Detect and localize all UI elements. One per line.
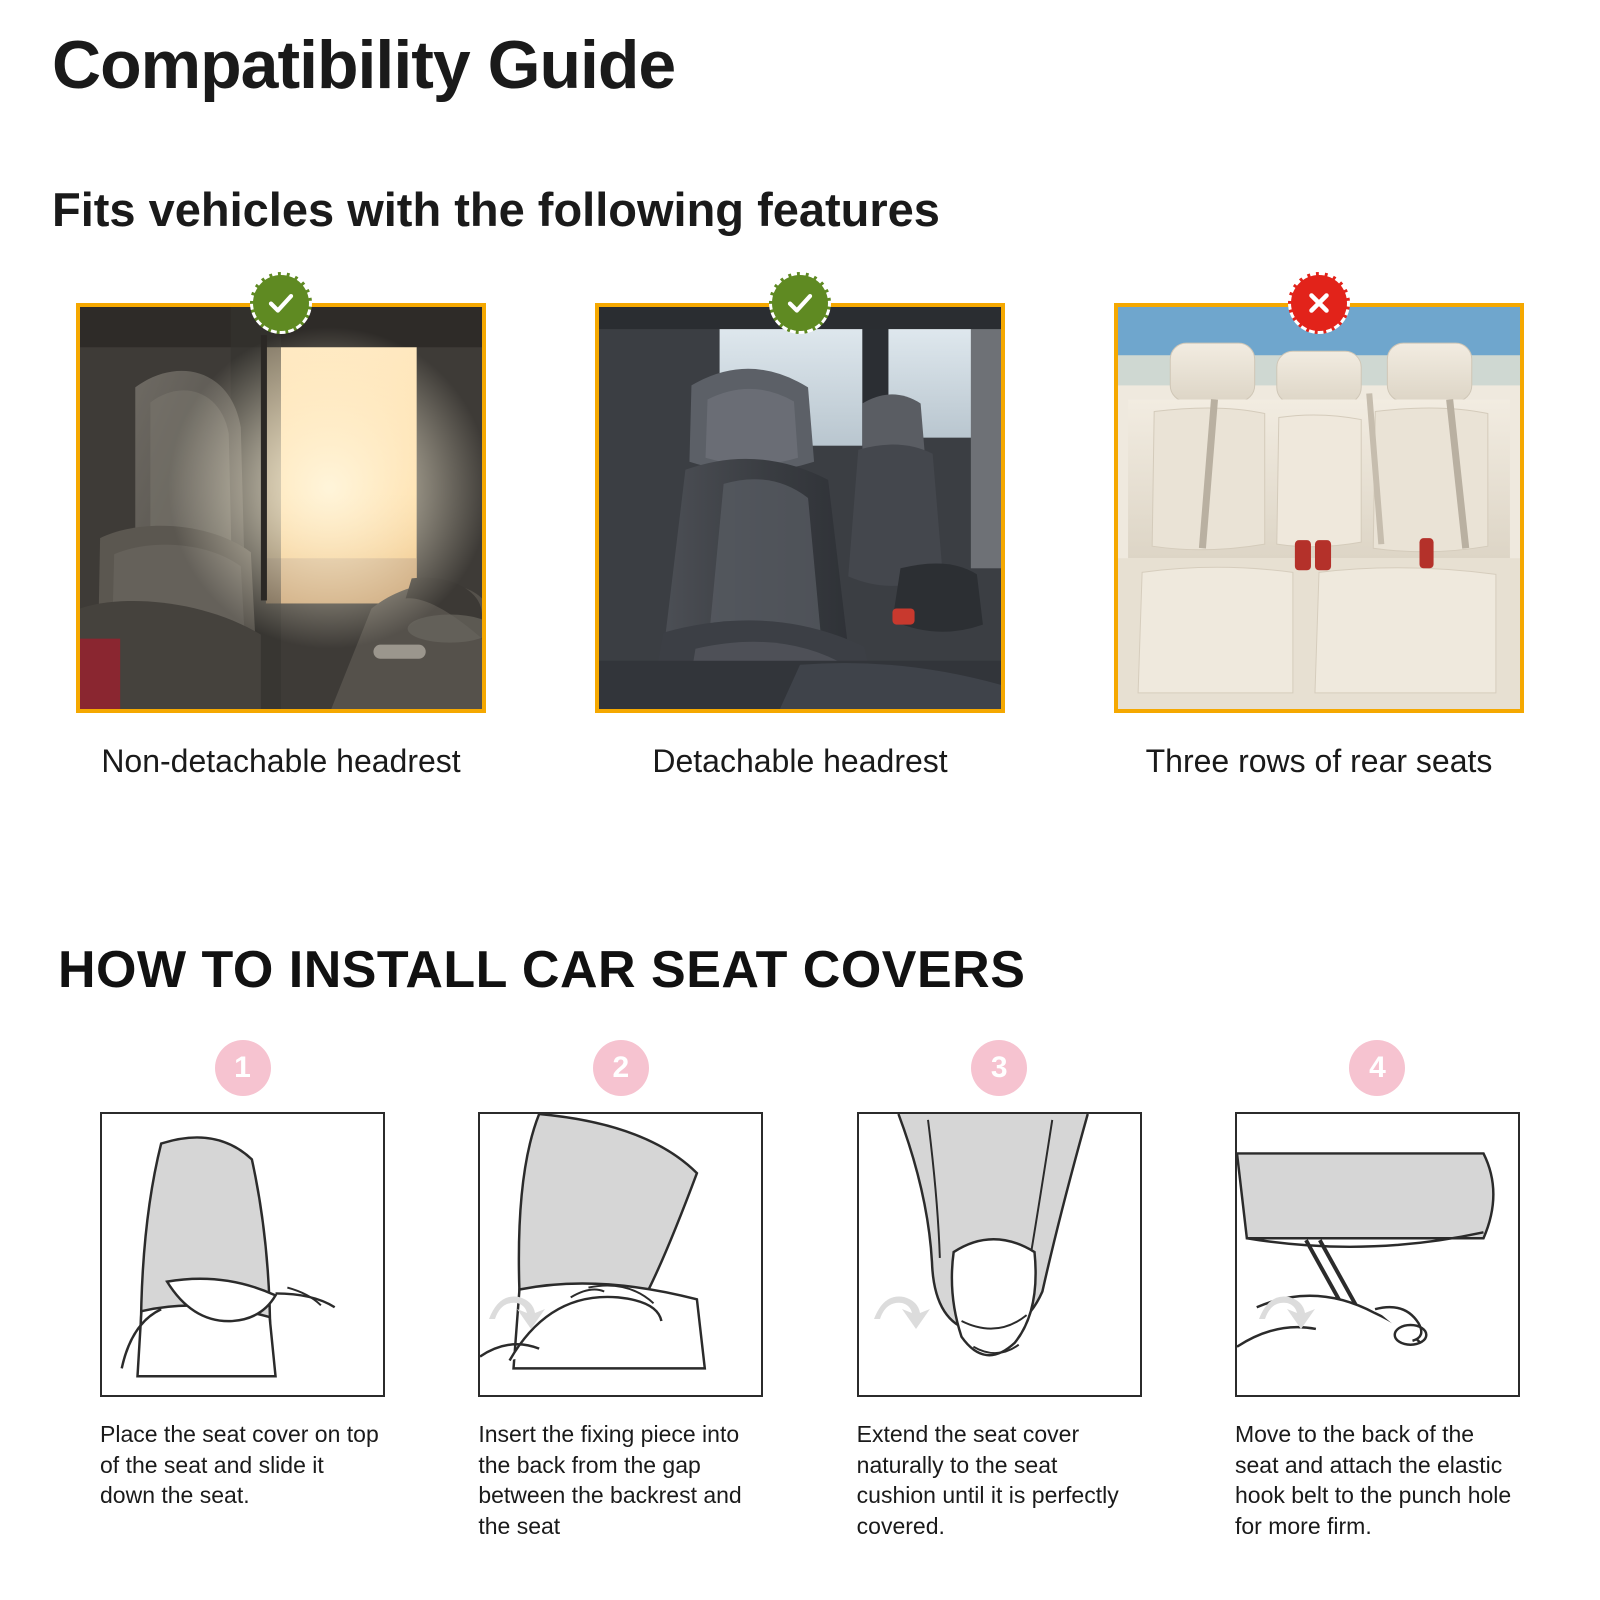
card-caption: Non-detachable headrest (101, 743, 461, 779)
curved-arrow-icon (485, 1285, 549, 1333)
car-front-seats-photo (595, 303, 1005, 713)
truck-front-seat-photo (76, 303, 486, 713)
step-number-badge: 2 (593, 1040, 649, 1096)
install-step (100, 1040, 385, 1541)
step-text: Insert the fixing piece into the back from the gap between the backrest and the seat (478, 1421, 742, 1539)
step-number-badge: 3 (971, 1040, 1027, 1096)
beige-rear-bench-photo (1114, 303, 1524, 713)
step-illustration-4 (1235, 1112, 1520, 1397)
check-icon (250, 272, 312, 334)
step-number-badge: 4 (1349, 1040, 1405, 1096)
compatibility-card (76, 272, 486, 780)
cross-icon (1288, 272, 1350, 334)
card-caption: Detachable headrest (652, 743, 948, 779)
compatibility-card-list (76, 272, 1524, 780)
compatibility-card (1114, 272, 1524, 780)
step-text: Extend the seat cover naturally to the seat cushion until it is perfectly covered. (856, 1421, 1119, 1539)
install-section-title: HOW TO INSTALL CAR SEAT COVERS (58, 941, 1026, 999)
check-icon (769, 272, 831, 334)
step-illustration-3 (857, 1112, 1142, 1397)
step-illustration-2 (478, 1112, 763, 1397)
step-text: Move to the back of the seat and attach the elastic hook belt to the punch hole for more firm. (1234, 1421, 1512, 1539)
step-number-badge: 1 (215, 1040, 271, 1096)
compatibility-card (595, 272, 1005, 780)
curved-arrow-icon (1255, 1285, 1319, 1333)
curved-arrow-icon (870, 1285, 934, 1333)
step-text: Place the seat cover on top of the seat and slide it down the seat. (100, 1421, 379, 1509)
install-step-list (100, 1040, 1520, 1541)
page-title: Compatibility Guide (52, 27, 676, 103)
card-caption: Three rows of rear seats (1145, 743, 1493, 779)
step-illustration-1 (100, 1112, 385, 1397)
page-subtitle: Fits vehicles with the following features (52, 183, 940, 236)
